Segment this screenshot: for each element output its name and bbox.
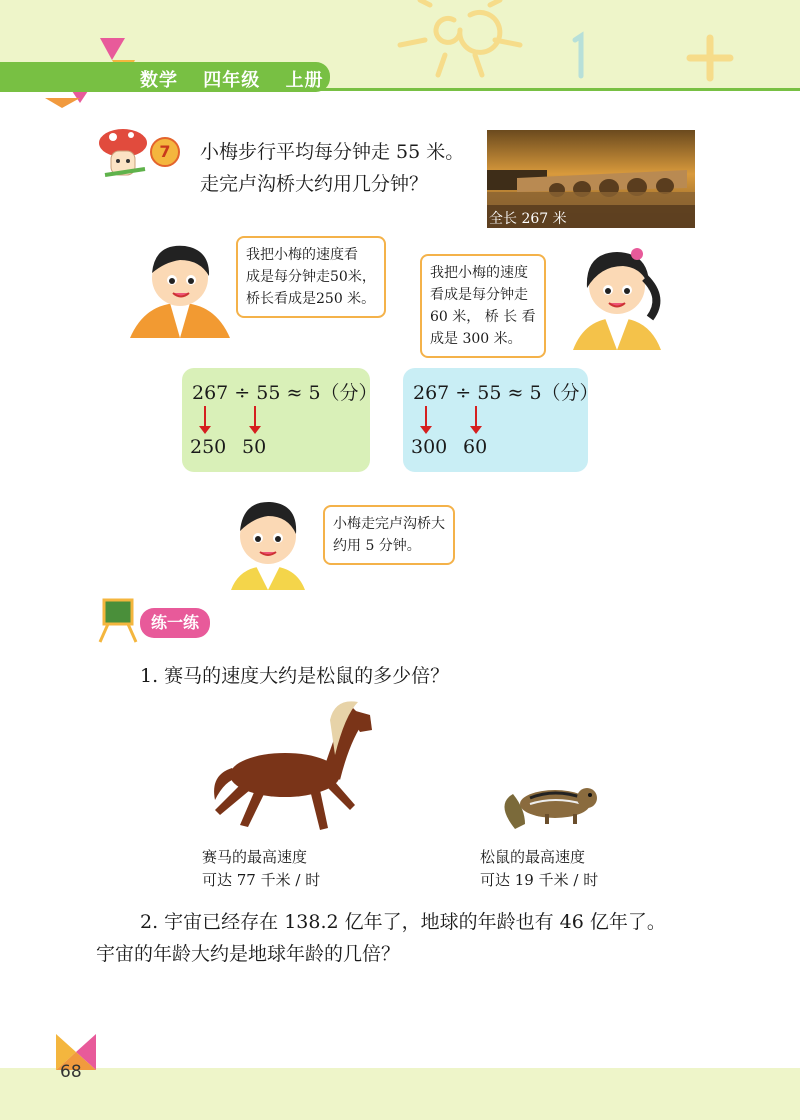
question-1: 1. 赛马的速度大约是松鼠的多少倍？ [140, 665, 450, 687]
horse-image [200, 690, 375, 835]
calc-expression: 267 ÷ 55 ≈ 5（分） [413, 382, 599, 404]
question-2-line2: 宇宙的年龄大约是地球年龄的几倍？ [96, 943, 401, 965]
bubble-line: 成是每分钟走50米， [246, 269, 376, 285]
calc-approx-b: 60 [463, 436, 488, 458]
sun-doodle-icon [380, 0, 540, 80]
down-arrow-icon [254, 406, 256, 428]
conclusion-speech-bubble [323, 505, 455, 565]
bubble-line: 看成是每分钟走 [430, 287, 528, 303]
mushroom-mascot-icon [95, 125, 151, 181]
subject-label: 数学 [140, 70, 178, 91]
book-title [140, 66, 342, 92]
bubble-line: 桥长看成是250 米。 [246, 291, 376, 307]
bubble-line: 约用 5 分钟。 [333, 538, 421, 554]
practice-label: 练一练 [140, 608, 210, 638]
caption-line: 赛马的最高速度 [202, 848, 308, 866]
bubble-line: 60 米， 桥 长 看 [430, 309, 536, 325]
calc-box-right [403, 368, 599, 472]
calc-approx-a: 250 [190, 436, 227, 458]
caption-line: 可达 19 千米 / 时 [480, 871, 599, 889]
footer-band [0, 1068, 800, 1120]
doodle-numbers-icon [560, 30, 740, 90]
example-number-badge: 7 [150, 137, 180, 167]
easel-icon [96, 596, 138, 644]
boy-character-icon [125, 238, 240, 338]
boy-speech-bubble [236, 236, 386, 318]
example-question-line1: 小梅步行平均每分钟走 55 米。 [200, 141, 465, 163]
caption-line: 可达 77 千米 / 时 [202, 871, 321, 889]
squirrel-image [495, 764, 605, 834]
girl-speech-bubble [420, 254, 546, 358]
boy-character-icon [228, 486, 308, 590]
question-2-line1: 2. 宇宙已经存在 138.2 亿年了，地球的年龄也有 46 亿年了。 [140, 911, 666, 933]
girl-character-icon [565, 238, 670, 350]
bubble-line: 小梅走完卢沟桥大 [333, 516, 445, 532]
bubble-line: 我把小梅的速度看 [246, 247, 358, 263]
down-arrow-icon [204, 406, 206, 428]
bubble-line: 成是 300 米。 [430, 331, 522, 347]
bubble-line: 我把小梅的速度 [430, 265, 528, 281]
down-arrow-icon [475, 406, 477, 428]
calc-approx-a: 300 [411, 436, 448, 458]
volume-label: 上册 [285, 70, 324, 91]
bridge-length-caption: 全长 267 米 [489, 211, 567, 227]
calc-box-left [182, 368, 378, 472]
calc-expression: 267 ÷ 55 ≈ 5（分） [192, 382, 378, 404]
grade-label: 四年级 [203, 70, 261, 91]
caption-line: 松鼠的最高速度 [480, 848, 586, 866]
example-question-line2: 走完卢沟桥大约用几分钟？ [200, 173, 429, 195]
down-arrow-icon [425, 406, 427, 428]
page-number: 68 [60, 1062, 82, 1082]
header-rule [0, 88, 800, 91]
squirrel-caption [480, 846, 598, 892]
horse-caption [202, 846, 320, 892]
calc-approx-b: 50 [242, 436, 267, 458]
